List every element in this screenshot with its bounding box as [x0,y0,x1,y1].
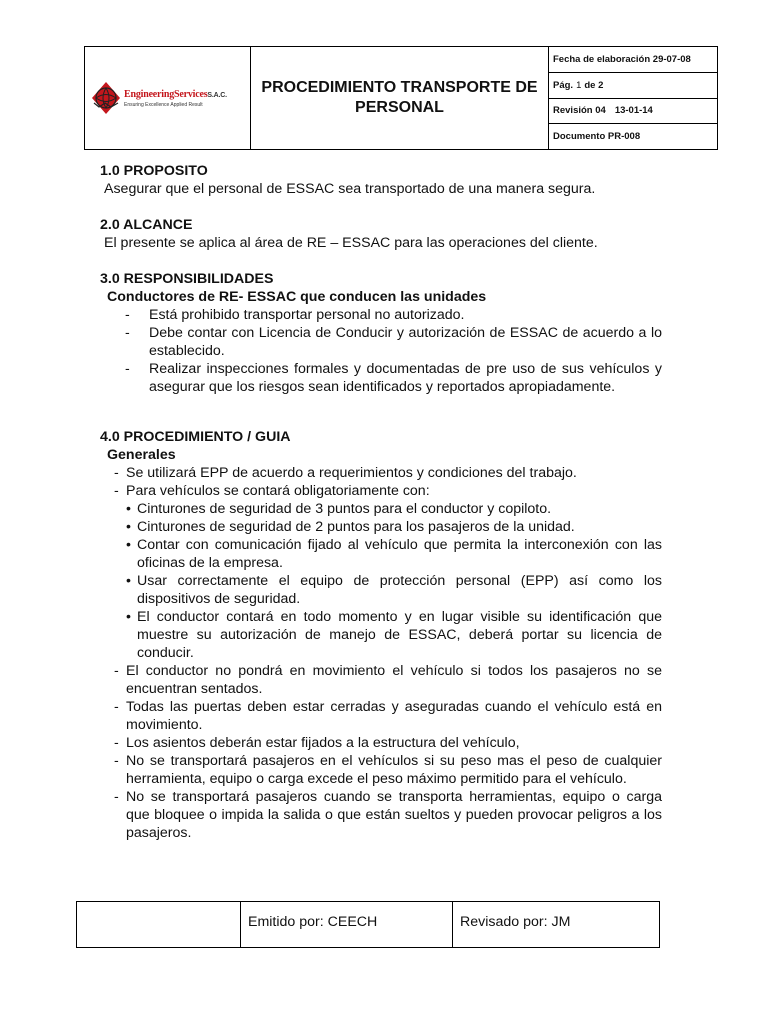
list-item: - No se transportará pasajeros cuando se transporta herramientas, equipo o carga que bloquee o impida la salida o que están sueltos y pueden provocar peligros a los pasajeros. [114,789,662,841]
section-2-text: El presente se aplica al área de RE – ESSAC para las operaciones del cliente. [104,235,598,251]
pag-num: 1 [576,79,582,91]
bullet-item: • Contar con comunicación fijado al vehículo que permita la interconexión con las oficinas de la empresa. [126,537,662,571]
meta-revision [549,99,717,125]
section-4-subheading: Generales [107,447,176,463]
section-3-heading: 3.0 RESPONSIBILIDADES [100,271,274,287]
footer-blank-cell [77,902,241,947]
section-4-heading: 4.0 PROCEDIMIENTO / GUIA [100,429,291,445]
section-2-heading: 2.0 ALCANCE [100,217,193,233]
document-header [84,46,718,150]
document-title: PROCEDIMIENTO TRANSPORTE DE PERSONAL [251,47,549,149]
list-item: - Para vehículos se contará obligatoriamente con: [114,483,430,499]
section-1-heading: 1.0 PROPOSITO [100,163,208,179]
section-1-text: Asegurar que el personal de ESSAC sea transportado de una manera segura. [104,181,596,197]
logo-text [124,89,227,108]
section-3-subheading: Conductores de RE- ESSAC que conducen las unidades [107,289,487,305]
list-item: - Se utilizará EPP de acuerdo a requerimientos y condiciones del trabajo. [114,465,577,481]
logo-tagline: Ensuring Excellence Applied Result [124,101,203,108]
document-footer [76,901,660,948]
logo-cell [85,47,251,149]
meta-cell [549,47,717,149]
revision-date: 13-01-14 [614,105,653,117]
document-body [100,162,662,842]
red-diamond-globe-logo-icon [91,81,121,115]
meta-documento: Documento PR-008 [553,131,641,143]
list-item: - Todas las puertas deben estar cerradas y aseguradas cuando el vehículo está en movimiento. [114,699,662,733]
logo-suffix: S.A.C. [207,91,227,99]
list-item: - El conductor no pondrá en movimiento el vehículo si todos los pasajeros no se encuentran sentados. [114,663,662,697]
list-item: - No se transportará pasajeros en el vehículos si su peso mas el peso de cualquier herramienta, equipo o carga excede el peso máximo permitido para el vehículo. [114,753,662,787]
logo-company: EngineeringServicesS.A.C. [124,88,227,100]
bullet-item: • El conductor contará en todo momento y en lugar visible su identificación que muestre su autorización de manejo de ESSAC, deberá portar su licencia de conducir. [126,609,662,661]
list-item: - Los asientos deberán estar fijados a la estructura del vehículo, [114,735,520,751]
bullet-item: • Usar correctamente el equipo de protección personal (EPP) así como los dispositivos de seguridad. [126,573,662,607]
footer-emitido: Emitido por: CEECH [241,902,453,947]
meta-fecha: Fecha de elaboración 29-07-08 [549,47,717,73]
footer-revisado: Revisado por: JM [460,914,571,930]
bullet-item: • Cinturones de seguridad de 2 puntos para los pasajeros de la unidad. [126,519,575,535]
list-item: - Realizar inspecciones formales y documentadas de pre uso de sus vehículos y asegurar que los riesgos sean identificados y reportados apropiadamente. [125,361,662,395]
list-item: - Está prohibido transportar personal no autorizado. [125,307,465,323]
pag-total: de 2 [584,79,604,91]
list-item: - Debe contar con Licencia de Conducir y autorización de ESSAC de acuerdo a lo establecido. [125,325,662,359]
revision-label: Revisión 04 [553,105,606,117]
bullet-item: • Cinturones de seguridad de 3 puntos para el conductor y copiloto. [126,501,552,517]
pag-label: Pág. [553,79,574,91]
meta-pagina [549,73,717,99]
